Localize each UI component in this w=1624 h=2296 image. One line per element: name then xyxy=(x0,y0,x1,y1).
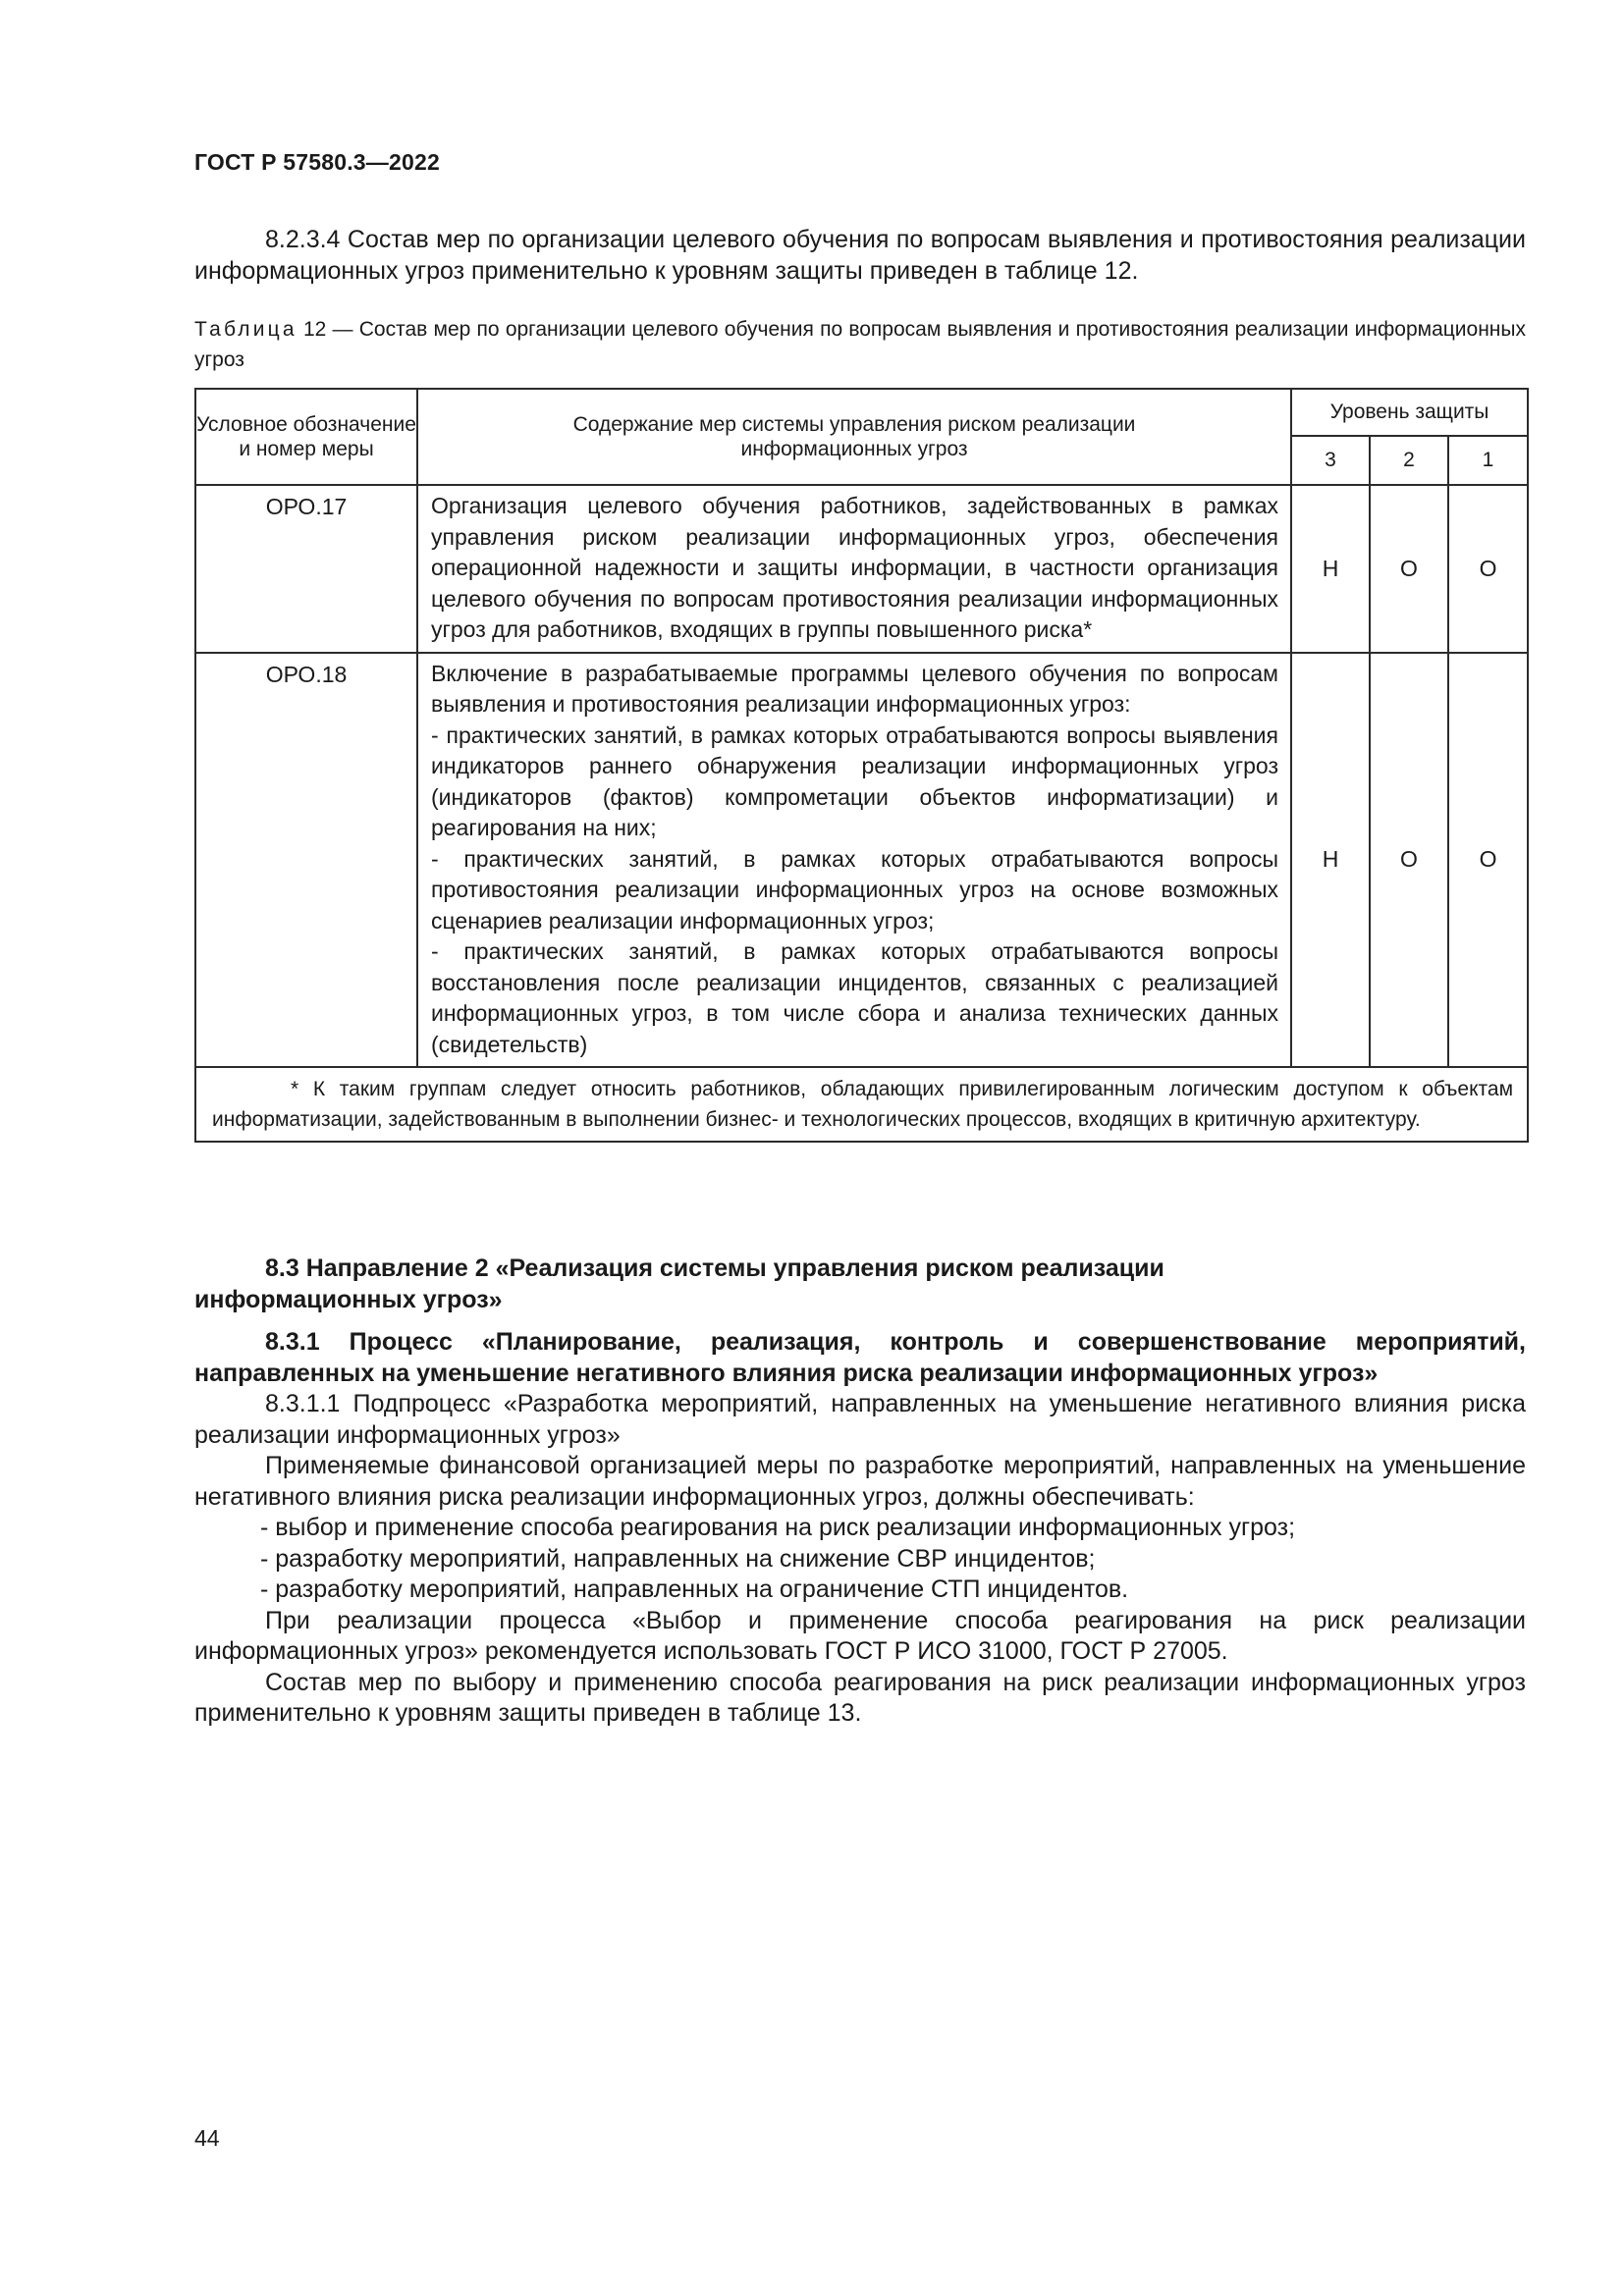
row-level-1: О xyxy=(1448,485,1528,653)
table-footnote-row xyxy=(195,1067,1528,1142)
table-caption-text: 12 — Состав мер по организации целевого обучения по вопросам выявления и противостояния реализации информационных угроз xyxy=(194,318,1526,371)
subsection-heading: 8.3.1 Процесс «Планирование, реализация, контроль и совершенствование мероприятий, направленных на уменьшение негативного влияния риска реализации информационных угроз» xyxy=(194,1328,1526,1387)
header-level: Уровень защиты xyxy=(1291,389,1528,436)
page-number: 44 xyxy=(194,2125,220,2151)
list-item: - разработку мероприятий, направленных на ограничение СТП инцидентов. xyxy=(260,1575,1129,1603)
row-code: ОРО.18 xyxy=(195,653,417,1068)
row-content-line: Включение в разрабатываемые программы целевого обучения по вопросам выявления и противостояния реализации информационных угроз: xyxy=(431,660,1278,717)
intro-section xyxy=(194,225,1526,287)
table-row xyxy=(195,653,1528,1068)
row-level-1: О xyxy=(1448,653,1528,1068)
table-caption-label: Таблица xyxy=(194,318,298,341)
row-content-line: - практических занятий, в рамках которых отрабатываются вопросы выявления индикаторов раннего обнаружения реализации информационных угроз (индикаторов (фактов) компрометации объектов информатизации) и реагирования на них; xyxy=(431,721,1278,840)
row-content-line: - практических занятий, в рамках которых отрабатываются вопросы противостояния реализации информационных угроз на основе возможных сценариев реализации информационных угроз; xyxy=(431,845,1278,934)
measures-table xyxy=(194,388,1529,1143)
row-content-line: - практических занятий, в рамках которых отрабатываются вопросы восстановления после реализации инцидентов, связанных с реализацией информационных угроз, в том числе сбора и анализа технических данных (свидетельств) xyxy=(431,938,1278,1057)
paragraph: 8.3.1.1 Подпроцесс «Разработка мероприятий, направленных на уменьшение негативного влияния риска реализации информационных угроз» xyxy=(194,1390,1526,1449)
row-level-2: О xyxy=(1370,653,1448,1068)
section-8-3 xyxy=(194,1254,1526,1730)
row-code: ОРО.17 xyxy=(195,485,417,653)
paragraph: Применяемые финансовой организацией меры по разработке мероприятий, направленных на уменьшение негативного влияния риска реализации информационных угроз, должны обеспечивать: xyxy=(194,1452,1526,1511)
table-footnote xyxy=(195,1067,1528,1142)
header-level-2: 2 xyxy=(1370,436,1448,485)
footnote-text: * К таким группам следует относить работников, обладающих привилегированным логическим доступом к объектам информатизации, задействованным в выполнении бизнес- и технологических процессов, входящих в критичную архитектуру. xyxy=(212,1078,1514,1131)
section-heading: 8.3 Направление 2 «Реализация системы управления риском реализации информационных угроз» xyxy=(194,1255,1164,1313)
row-content: Организация целевого обучения работников, задействованных в рамках управления риском реализации информационных угроз, обеспечения операционной надежности и защиты информации, в частности организация целевого обучения по вопросам противостояния реализации информационных угроз для работников, входящих в группы повышенного риска* xyxy=(417,485,1291,653)
row-level-3: Н xyxy=(1291,653,1370,1068)
list-item: - разработку мероприятий, направленных на снижение СВР инцидентов; xyxy=(260,1544,1096,1573)
list-item: - выбор и применение способа реагирования на риск реализации информационных угроз; xyxy=(260,1514,1296,1541)
table-caption xyxy=(194,314,1526,375)
paragraph: При реализации процесса «Выбор и применение способа реагирования на риск реализации информационных угроз» рекомендуется использовать ГОСТ Р ИСО 31000, ГОСТ Р 27005. xyxy=(194,1606,1526,1665)
row-content xyxy=(417,653,1291,1068)
table-row xyxy=(195,485,1528,653)
intro-paragraph: 8.2.3.4 Состав мер по организации целевого обучения по вопросам выявления и противостояния реализации информационных угроз применительно к уровням защиты приведен в таблице 12. xyxy=(194,226,1526,285)
header-content: Содержание мер системы управления риском реализации информационных угроз xyxy=(417,389,1291,485)
paragraph: Состав мер по выбору и применению способа реагирования на риск реализации информационных угроз применительно к уровням защиты приведен в таблице 13. xyxy=(194,1668,1526,1727)
row-level-3: Н xyxy=(1291,485,1370,653)
header-level-3: 3 xyxy=(1291,436,1370,485)
header-level-1: 1 xyxy=(1448,436,1528,485)
row-level-2: О xyxy=(1370,485,1448,653)
document-header: ГОСТ Р 57580.3—2022 xyxy=(194,149,440,175)
header-code: Условное обозначение и номер меры xyxy=(195,389,417,485)
